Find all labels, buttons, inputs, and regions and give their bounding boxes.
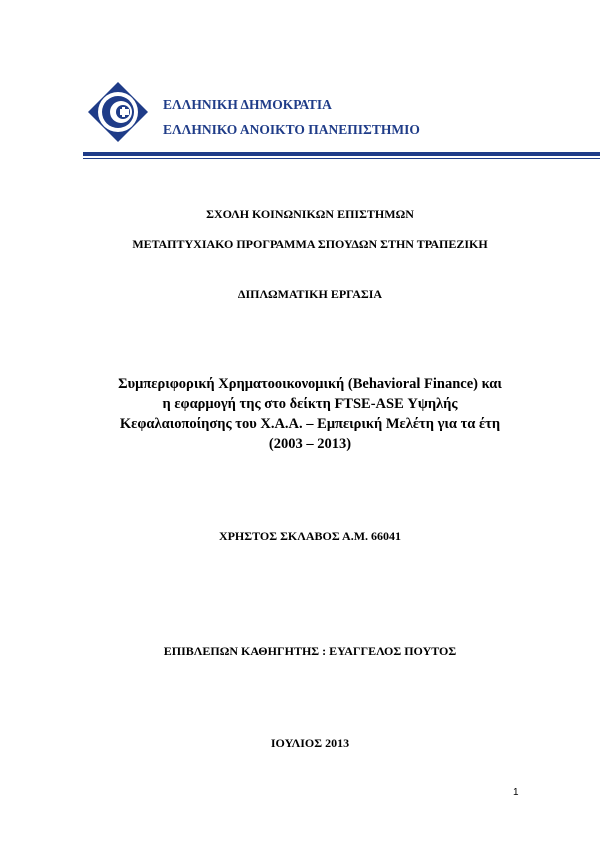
organization-header [163,92,420,142]
page-number: 1 [513,787,519,798]
header-divider-thick [83,152,600,156]
author-line: ΧΡΗΣΤΟΣ ΣΚΛΑΒΟΣ Α.Μ. 66041 [218,529,402,543]
thesis-title-line-2: η εφαρμογή της στο δείκτη FTSE-ASE Υψηλής [162,396,458,412]
thesis-title-line-1: Συμπεριφορική Χρηματοοικονομική (Behavioral Finance) και [118,376,502,392]
program-name: ΜΕΤΑΠΤΥΧΙΑΚΟ ΠΡΟΓΡΑΜΜΑ ΣΠΟΥΔΩΝ ΣΤΗΝ ΤΡΑΠΕΖΙΚΗ [132,237,488,251]
document-type: ΔΙΠΛΩΜΑΤΙΚΗ ΕΡΓΑΣΙΑ [237,287,383,301]
org-line-republic: ΕΛΛΗΝΙΚΗ ΔΗΜΟΚΡΑΤΙΑ [163,97,332,112]
date-line: ΙΟΥΛΙΟΣ 2013 [270,736,350,750]
org-line-university: ΕΛΛΗΝΙΚΟ ΑΝΟΙΚΤΟ ΠΑΝΕΠΙΣΤΗΜΙΟ [163,122,420,137]
thesis-title [60,374,560,454]
eap-logo-icon [86,80,150,144]
supervisor-line: ΕΠΙΒΛΕΠΩΝ ΚΑΘΗΓΗΤΗΣ : ΕΥΑΓΓΕΛΟΣ ΠΟΥΤΟΣ [163,644,457,658]
thesis-title-line-4: (2003 – 2013) [268,436,352,452]
eap-university-logo [86,80,150,144]
header-divider-thin [83,158,600,159]
school-name: ΣΧΟΛΗ ΚΟΙΝΩΝΙΚΩΝ ΕΠΙΣΤΗΜΩΝ [206,207,414,221]
thesis-title-line-3: Κεφαλαιοποίησης του Χ.Α.Α. – Εμπειρική Μελέτη για τα έτη [119,416,501,432]
